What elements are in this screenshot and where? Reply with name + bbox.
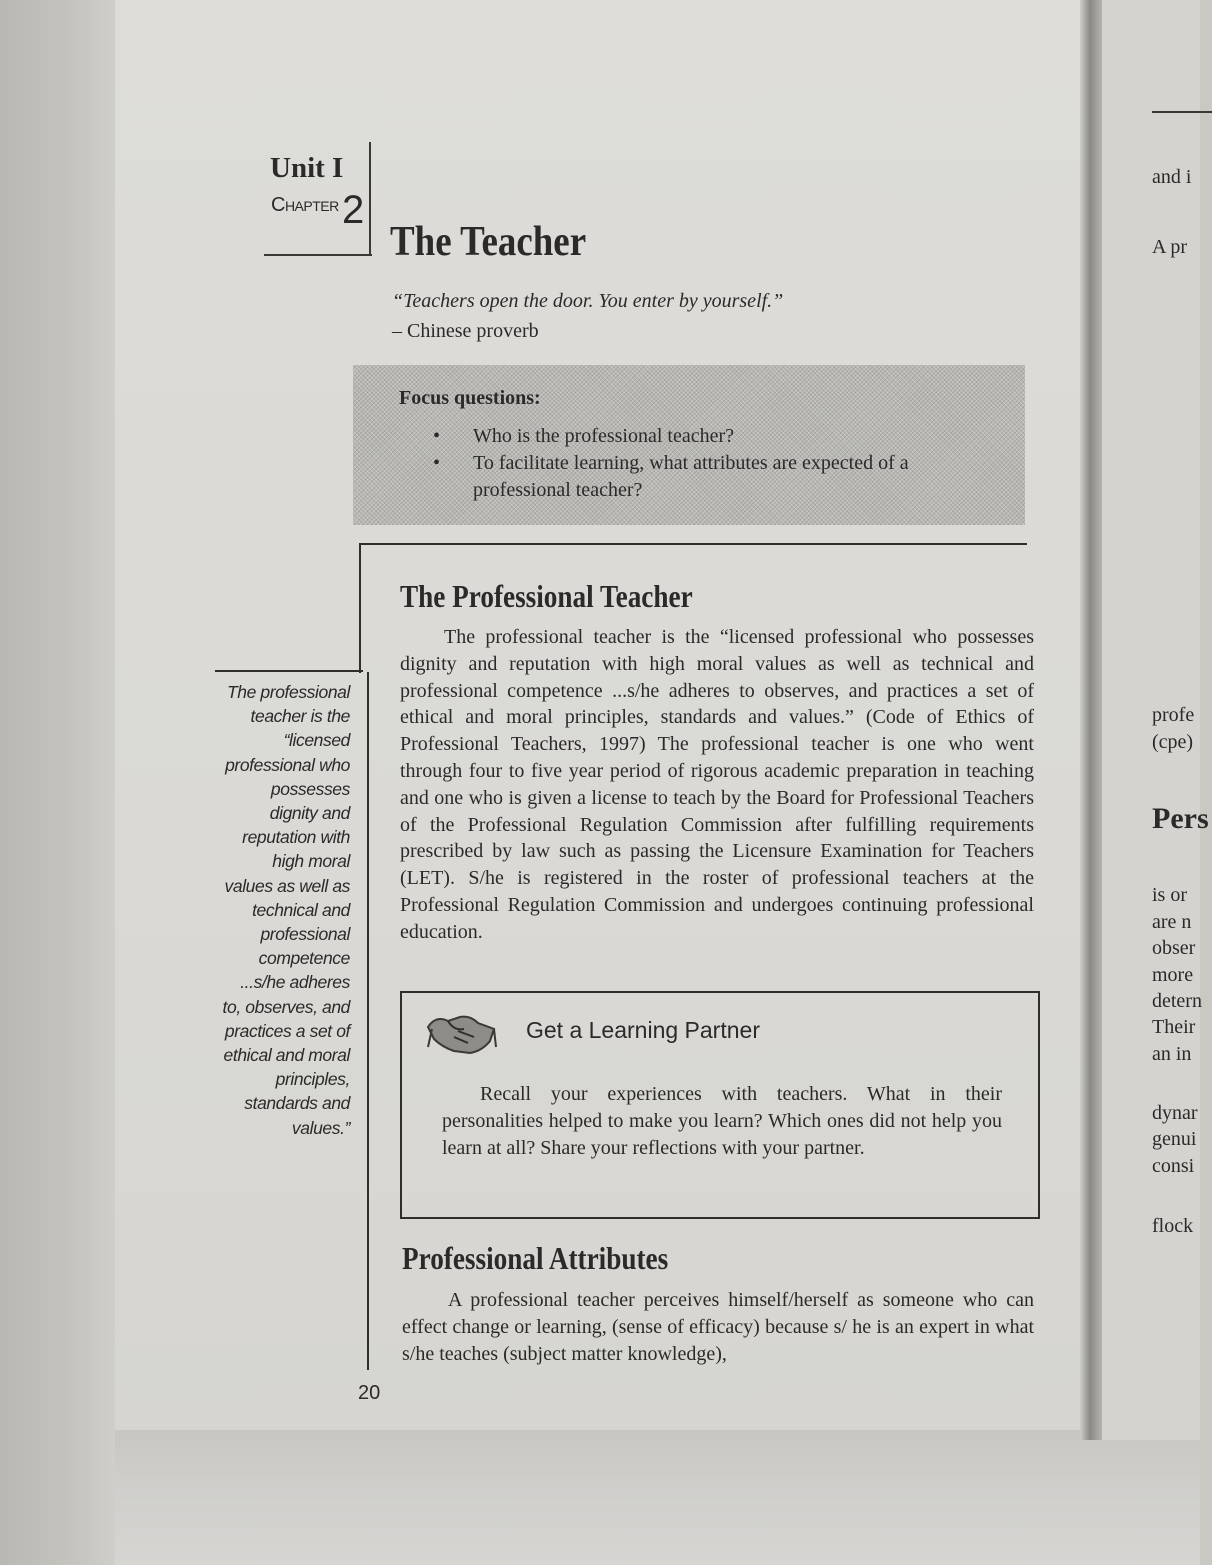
right-page-fragment: flock xyxy=(1152,1215,1194,1237)
epigraph-attribution: – Chinese proverb xyxy=(392,320,539,342)
handshake-icon xyxy=(424,1007,500,1061)
focus-questions-box xyxy=(353,365,1025,525)
right-page-fragment: genui xyxy=(1152,1128,1197,1150)
right-page-fragment: obser xyxy=(1152,937,1196,959)
book-gutter xyxy=(1080,0,1102,1440)
chapter-number: 2 xyxy=(342,188,365,232)
focus-question: • Who is the professional teacher? xyxy=(433,423,953,450)
professional-teacher-paragraph: The professional teacher is the “licensed professional who possesses dignity and reputation with high moral values as well as technical and professional competence ...s/he adheres to observes, and practices a set of ethical and moral principles, standards and values.” (Code of Ethics of Professional Teachers, 1997) The professional teacher is one who went through four to five year period of rigorous academic preparation in teaching and one who is given a license to teach by the Board for Professional Teachers of the Professional Regulation Commission after fulfilling requirements prescribed by law such as passing the Licensure Examination for Teachers (LET). S/he is registered in the roster of professional teachers at the Professional Regulation Commission and undergoes continuing professional education. xyxy=(400,626,1034,943)
learning-partner-heading: Get a Learning Partner xyxy=(526,1017,760,1043)
right-page-fragment: A pr xyxy=(1152,236,1187,258)
right-page-fragment: consi xyxy=(1152,1155,1195,1177)
right-page-fragment: is or xyxy=(1152,884,1187,906)
focus-question: • To facilitate learning, what attributes are expected of a professional teacher? xyxy=(433,450,953,504)
section-frame-left-lower xyxy=(367,672,369,1370)
professional-attributes-paragraph: A professional teacher perceives himself/herself as someone who can effect change or learning, (sense of efficacy) because s/ he is an expert in what s/he teaches (subject matter knowledge), xyxy=(402,1289,1034,1365)
learning-partner-box xyxy=(400,991,1040,1219)
focus-heading: Focus questions: xyxy=(399,387,541,409)
right-page-fragment: (cpe) xyxy=(1152,731,1194,753)
focus-list xyxy=(433,423,953,504)
page-number: 20 xyxy=(358,1382,381,1404)
right-page-fragment: an in xyxy=(1152,1043,1192,1065)
right-page-fragment: profe xyxy=(1152,704,1195,726)
section-heading-professional-attributes: Professional Attributes xyxy=(402,1240,669,1276)
section-frame-top xyxy=(359,543,1027,545)
right-page-heading-fragment: Pers xyxy=(1152,802,1209,835)
right-page-rule xyxy=(1152,111,1212,113)
right-page-fragment: and i xyxy=(1152,166,1192,188)
right-page xyxy=(1102,0,1209,1440)
learning-partner-text: Recall your experiences with teachers. What in their personalities helped to make you learn? Which ones did not help you learn at all? Share your reflections with your partner. xyxy=(442,1083,1002,1159)
sidebar-pull-quote: The professional teacher is the “licensed professional who possesses dignity and reputation with high moral values as well as technical and professional competence ...s/he adheres to, observes, and practices a set of ethical and moral principles, standards and values.” xyxy=(222,682,350,1138)
page-shadow xyxy=(115,1430,1200,1565)
right-page-fragment: detern xyxy=(1152,990,1202,1012)
chapter-title: The Teacher xyxy=(390,219,587,265)
chapter-label xyxy=(271,194,339,217)
chapter-divider-vertical xyxy=(369,142,371,255)
right-page-fragment: dynar xyxy=(1152,1102,1198,1124)
chapter-divider-horizontal xyxy=(264,254,372,256)
chapter-label-text: Chapter xyxy=(271,194,339,216)
right-page-fragment: Their xyxy=(1152,1016,1196,1038)
section-frame-left xyxy=(359,543,361,673)
left-background xyxy=(0,0,115,1565)
right-page-fragment: more xyxy=(1152,964,1194,986)
right-page-fragment: are n xyxy=(1152,911,1192,933)
epigraph-quote: “Teachers open the door. You enter by yourself.” xyxy=(392,290,784,312)
sidebar-rule xyxy=(215,670,363,672)
section-heading-professional-teacher: The Professional Teacher xyxy=(400,578,693,614)
unit-label: Unit I xyxy=(270,152,344,184)
